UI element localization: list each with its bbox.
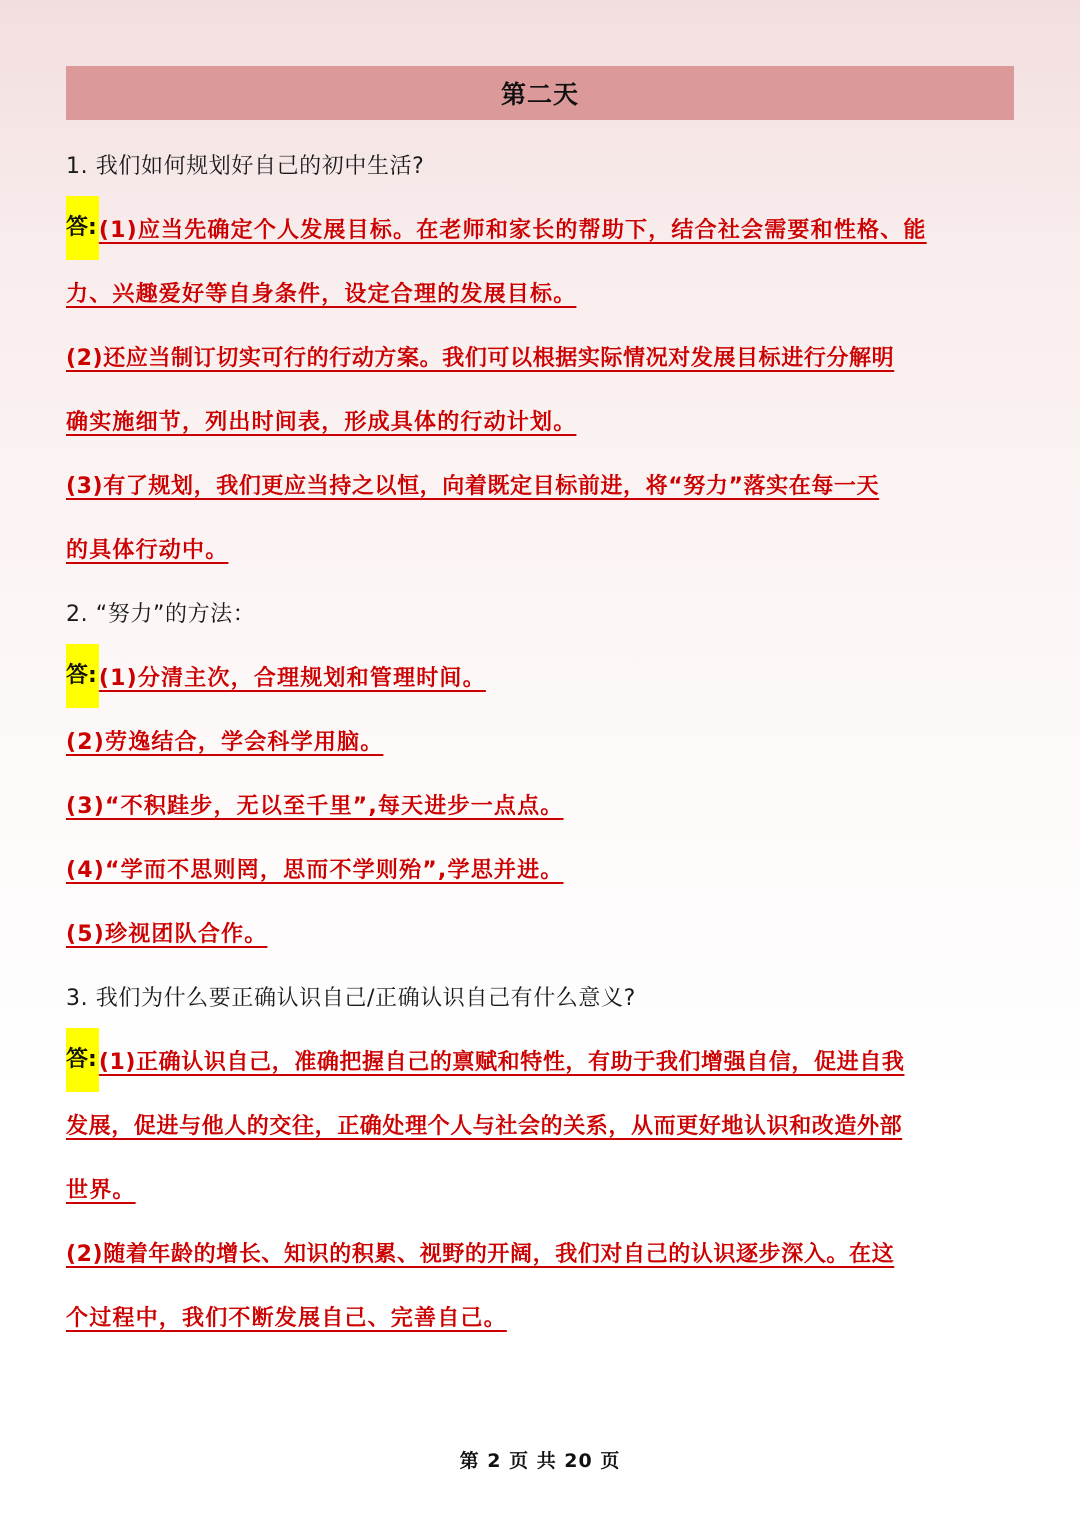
answer-line bbox=[66, 388, 1016, 452]
answer-line bbox=[66, 836, 1016, 900]
answer-line bbox=[66, 260, 1016, 324]
answer-line bbox=[66, 1092, 1016, 1156]
question-3 bbox=[66, 964, 1016, 1028]
answer-text: (5)珍视团队合作。 bbox=[66, 921, 268, 947]
answer-text: (3)有了规划，我们更应当持之以恒，向着既定目标前进，将“努力”落实在每一天 bbox=[66, 473, 880, 499]
answer-text: (4)“学而不思则罔，思而不学则殆”,学思并进。 bbox=[66, 857, 564, 883]
answer-line bbox=[66, 452, 1016, 516]
answer-line bbox=[66, 516, 1016, 580]
answer-line bbox=[66, 772, 1016, 836]
page-title: 第二天 bbox=[500, 80, 579, 109]
answer-text: (2)还应当制订切实可行的行动方案。我们可以根据实际情况对发展目标进行分解明 bbox=[66, 345, 895, 371]
question-2 bbox=[66, 580, 1016, 644]
answer-text: (2)劳逸结合，学会科学用脑。 bbox=[66, 729, 384, 755]
answer-label: 答: bbox=[66, 1028, 99, 1092]
answer-line bbox=[66, 196, 1016, 260]
document-body bbox=[66, 132, 1016, 1348]
answer-label: 答: bbox=[66, 644, 99, 708]
answer-text: (3)“不积跬步，无以至千里”,每天进步一点点。 bbox=[66, 793, 564, 819]
answer-text: 力、兴趣爱好等自身条件，设定合理的发展目标。 bbox=[66, 281, 577, 307]
page-number-footer: 第 2 页 共 20 页 bbox=[459, 1450, 621, 1472]
answer-text: (1)应当先确定个人发展目标。在老师和家长的帮助下，结合社会需要和性格、能 bbox=[98, 217, 927, 243]
question-text: 3. 我们为什么要正确认识自己/正确认识自己有什么意义? bbox=[66, 985, 636, 1011]
answer-label: 答: bbox=[66, 196, 99, 260]
page-title-bar bbox=[66, 66, 1014, 120]
answer-line bbox=[66, 644, 1016, 708]
answer-line bbox=[66, 708, 1016, 772]
question-1 bbox=[66, 132, 1016, 196]
answer-line bbox=[66, 1284, 1016, 1348]
answer-text: 发展，促进与他人的交往，正确处理个人与社会的关系，从而更好地认识和改造外部 bbox=[66, 1113, 903, 1139]
answer-line bbox=[66, 1220, 1016, 1284]
question-text: 2. “努力”的方法： bbox=[66, 601, 256, 627]
question-text: 1. 我们如何规划好自己的初中生活? bbox=[66, 153, 425, 179]
answer-text: 的具体行动中。 bbox=[66, 537, 229, 563]
answer-line bbox=[66, 324, 1016, 388]
answer-text: (2)随着年龄的增长、知识的积累、视野的开阔，我们对自己的认识逐步深入。在这 bbox=[66, 1241, 895, 1267]
answer-text: (1)分清主次，合理规划和管理时间。 bbox=[98, 665, 486, 691]
answer-line bbox=[66, 1156, 1016, 1220]
answer-text: 确实施细节，列出时间表，形成具体的行动计划。 bbox=[66, 409, 577, 435]
answer-line bbox=[66, 900, 1016, 964]
answer-text: 个过程中，我们不断发展自己、完善自己。 bbox=[66, 1305, 507, 1331]
answer-text: 世界。 bbox=[66, 1177, 136, 1203]
answer-text: (1)正确认识自己，准确把握自己的禀赋和特性，有助于我们增强自信，促进自我 bbox=[98, 1049, 905, 1075]
answer-line bbox=[66, 1028, 1016, 1092]
